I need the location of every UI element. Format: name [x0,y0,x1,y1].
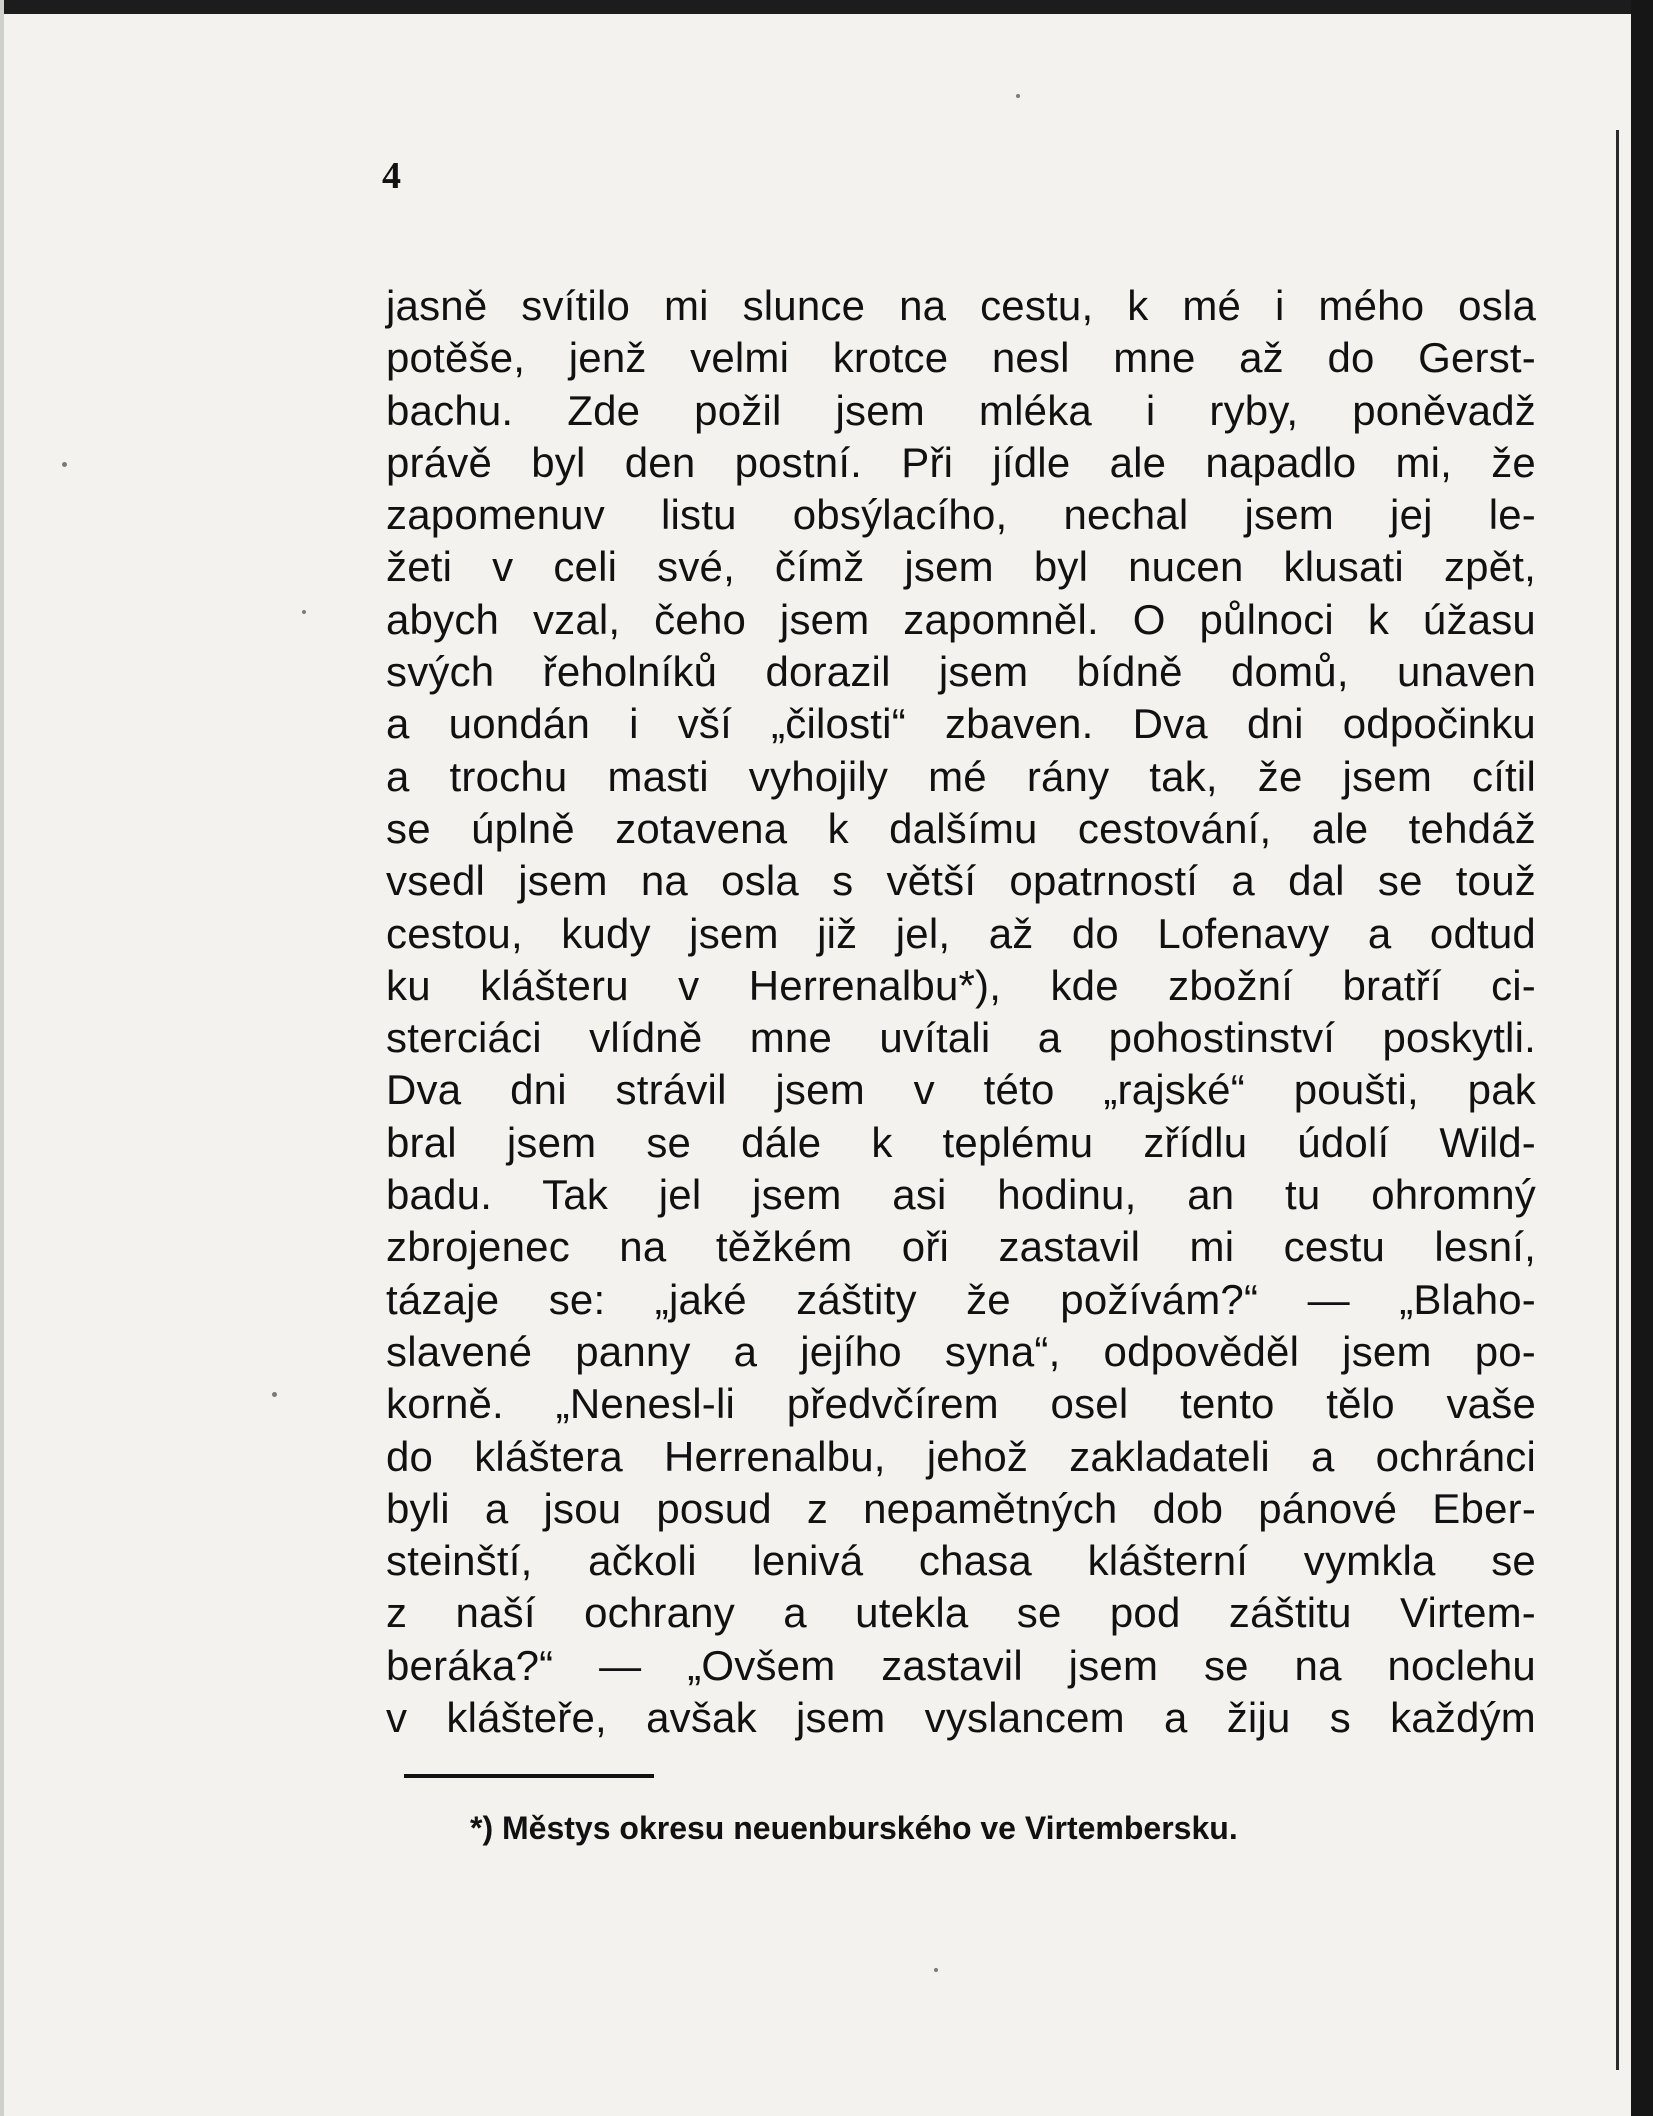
text-line: bral jsem se dále k teplému zřídlu údolí Wild- [386,1118,1536,1166]
text-line: z naší ochrany a utekla se pod záštitu Virtem- [386,1589,1536,1637]
text-line: cestou, kudy jsem již jel, až do Lofenavy a odtud [386,909,1536,957]
text-line: jasně svítilo mi slunce na cestu, k mé i mého osla [386,282,1536,329]
text-line: do kláštera Herrenalbu, jehož zakladateli a ochránci [386,1432,1536,1480]
scan-right-edge [1631,0,1653,2116]
text-line: se úplně zotavena k dalšímu cestování, ale tehdáž [386,804,1536,852]
text-line: žeti v celi své, čímž jsem byl nucen klusati zpět, [386,543,1536,591]
text-line: zapomenuv listu obsýlacího, nechal jsem jej le- [386,491,1536,539]
scan-top-edge [0,0,1653,14]
body-text [386,280,1536,1744]
text-line: beráka?“ — „Ovšem zastavil jsem se na noclehu [386,1641,1536,1689]
text-line: tázaje se: „jaké záštity že požívám?“ — „Blaho- [386,1275,1536,1323]
scan-speck [302,610,306,614]
scan-speck [934,1968,938,1972]
scan-speck [1016,94,1020,98]
text-line: Dva dni strávil jsem v této „rajské“ poušti, pak [386,1066,1536,1114]
text-line: steinští, ačkoli lenivá chasa klášterní vymkla se [386,1537,1536,1585]
scan-speck [62,462,67,467]
text-line: právě byl den postní. Při jídle ale napadlo mi, že [386,438,1536,486]
text-line: vsedl jsem na osla s větší opatrností a dal se touž [386,857,1536,905]
text-line: zbrojenec na těžkém oři zastavil mi cestu lesní, [386,1223,1536,1271]
text-line: potěše, jenž velmi krotce nesl mne až do Gerst- [386,334,1536,382]
text-line: v klášteře, avšak jsem vyslancem a žiju s každým [386,1694,1536,1742]
text-line: abych vzal, čeho jsem zapomněl. O půlnoci k úžasu [386,595,1536,643]
text-line: a uondán i vší „čilosti“ zbaven. Dva dni odpočinku [386,700,1536,748]
scan-binding-shadow [1616,130,1619,2070]
page-number: 4 [382,155,401,197]
text-line: ku klášteru v Herrenalbu*), kde zbožní bratří ci- [386,961,1536,1009]
text-line: a trochu masti vyhojily mé rány tak, že jsem cítil [386,752,1536,800]
text-line: byli a jsou posud z nepamětných dob pánové Eber- [386,1484,1536,1532]
footnote-rule [404,1774,654,1778]
text-line: badu. Tak jel jsem asi hodinu, an tu ohromný [386,1171,1536,1219]
text-line: korně. „Nenesl-li předvčírem osel tento tělo vaše [386,1380,1536,1428]
text-line: slavené panny a jejího syna“, odpověděl jsem po- [386,1327,1536,1375]
scan-left-edge [0,0,4,2116]
text-line: sterciáci vlídně mne uvítali a pohostinství poskytli. [386,1014,1536,1062]
footnote: *) Městys okresu neuenburského ve Virtembersku. [470,1810,1238,1846]
text-line: bachu. Zde požil jsem mléka i ryby, poněvadž [386,386,1536,434]
text-line: svých řeholníků dorazil jsem bídně domů, unaven [386,648,1536,696]
scan-speck [272,1392,277,1397]
